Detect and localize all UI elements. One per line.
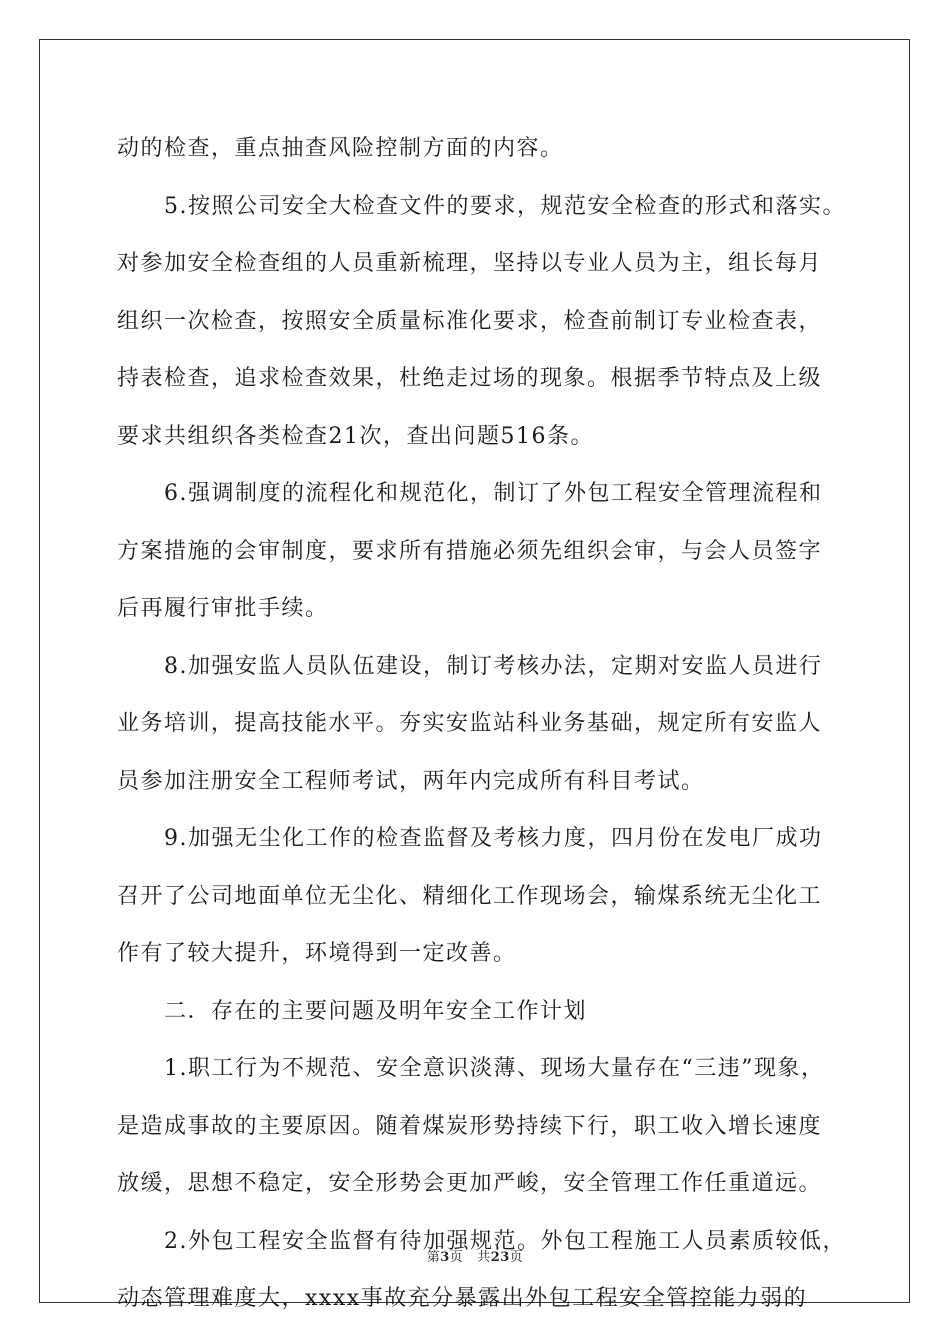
total-page-number: 23: [490, 1250, 510, 1265]
text-line: 召开了公司地面单位无尘化、精细化工作现场会，输煤系统无尘化工: [117, 883, 823, 909]
text-line: 6.强调制度的流程化和规范化，制订了外包工程安全管理流程和: [117, 481, 823, 506]
footer-prefix: 第: [426, 1250, 441, 1265]
text-line: 业务培训，提高技能水平。夯实安监站科业务基础，规定所有安监人: [117, 711, 823, 736]
section-heading: 二．存在的主要问题及明年安全工作计划: [117, 998, 588, 1024]
text-line: 组织一次检查，按照安全质量标准化要求，检查前制订专业检查表，: [117, 308, 823, 334]
text-line: 方案措施的会审制度，要求所有措施必须先组织会审，与会人员签字: [117, 538, 823, 564]
text-line: 动的检查，重点抽查风险控制方面的内容。: [117, 136, 564, 161]
text-line: 2.外包工程安全监督有待加强规范。外包工程施工人员素质较低，: [117, 1228, 846, 1254]
document-body: [117, 124, 846, 1332]
footer-total-unit: 页: [509, 1250, 524, 1265]
text-line: 要求共组织各类检查21次，查出问题516条。: [117, 423, 594, 449]
page-footer: [0, 1246, 950, 1265]
text-line: 5.按照公司安全大检查文件的要求，规范安全检查的形式和落实。: [117, 193, 846, 219]
text-line: 作有了较大提升，环境得到一定改善。: [117, 941, 517, 966]
text-line: 8.加强安监人员队伍建设，制订考核办法，定期对安监人员进行: [117, 653, 823, 679]
text-line: 放缓，思想不稳定，安全形势会更加严峻，安全管理工作任重道远。: [117, 1171, 823, 1196]
footer-total-prefix: 共: [477, 1250, 491, 1265]
text-line: 是造成事故的主要原因。随着煤炭形势持续下行，职工收入增长速度: [117, 1113, 823, 1139]
text-line: 持表检查，追求检查效果，杜绝走过场的现象。根据季节特点及上级: [117, 366, 823, 391]
text-line: 动态管理难度大，xxxx事故充分暴露出外包工程安全管控能力弱的: [117, 1286, 808, 1311]
text-line: 后再履行审批手续。: [117, 596, 329, 621]
footer-page-unit: 页: [449, 1250, 464, 1265]
current-page-number: 3: [440, 1250, 450, 1265]
text-line: 对参加安全检查组的人员重新梳理，坚持以专业人员为主，组长每月: [117, 251, 823, 276]
text-line: 9.加强无尘化工作的检查监督及考核力度，四月份在发电厂成功: [117, 826, 823, 851]
text-line: 员参加注册安全工程师考试，两年内完成所有科目考试。: [117, 768, 705, 794]
text-line: 1.职工行为不规范、安全意识淡薄、现场大量存在“三违”现象，: [117, 1056, 825, 1081]
